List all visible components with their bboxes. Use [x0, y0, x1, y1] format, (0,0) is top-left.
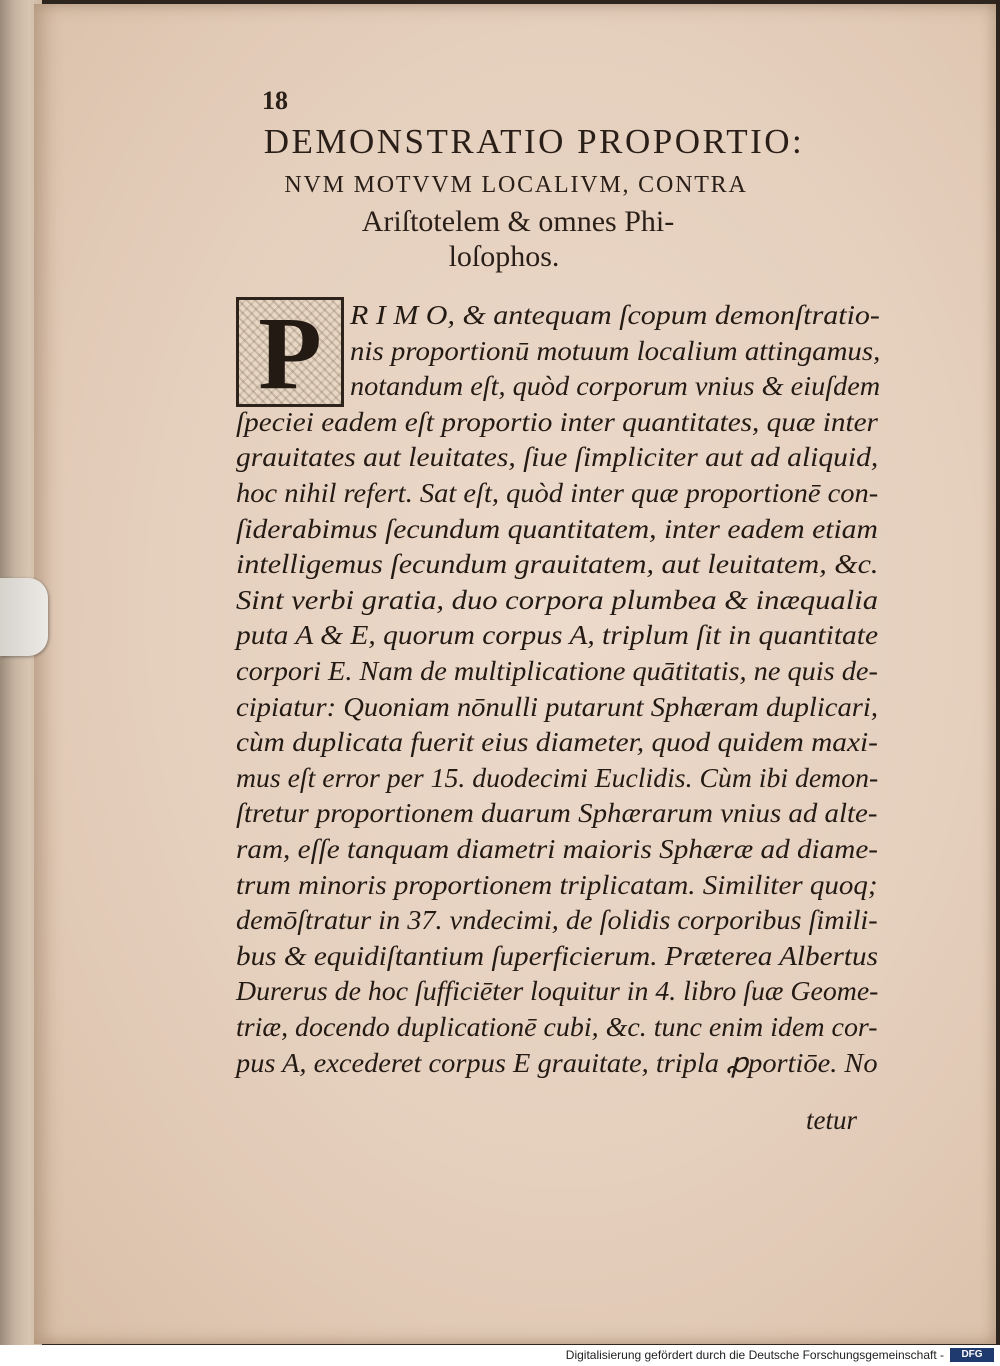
heading-line-4: loſophos.: [448, 240, 560, 273]
decorated-initial: [236, 296, 344, 411]
text-line: ram, eſſe tanquam diametri maioris Sphæræ ad diame-: [236, 834, 878, 864]
text-line: Sint verbi gratia, duo corpora plumbea & inæqualia: [236, 584, 878, 615]
text-line: triæ, docendo duplicationē cubi, &c. tunc enim idem cor-: [236, 1012, 878, 1042]
heading-line-3: Ariſtotelem & omnes Phi-: [361, 205, 675, 238]
text-line: trum minoris proportionem triplicatam. Similiter quoq;: [236, 869, 878, 900]
text-line: grauitates aut leuitates, ſiue ſimpliciter aut ad aliquid,: [236, 442, 879, 473]
catchword: tetur: [806, 1105, 857, 1135]
initial-letter: P: [258, 296, 322, 411]
text-line: ſtretur proportionem duarum Sphærarum vnius ad alte-: [236, 798, 878, 829]
text-line: ſpeciei eadem eſt proportio inter quantitates, quæ inter: [236, 406, 878, 437]
text-line: hoc nihil refert. Sat eſt, quòd inter quæ proportionē con-: [236, 478, 879, 508]
text-line: ſiderabimus ſecundum quantitatem, inter eadem etiam: [236, 513, 878, 544]
dfg-logo-icon: DFG: [950, 1348, 994, 1362]
text-line: R I M O, & antequam ſcopum demonſtratio-: [350, 300, 880, 330]
text-line: cipiatur: Quoniam nōnulli putarunt Sphæram duplicari,: [236, 691, 879, 722]
text-line: notandum eſt, quòd corporum vnius & eiuſdem: [350, 371, 881, 402]
text-line: Durerus de hoc ſufficiēter loquitur in 4. libro ſuæ Geome-: [236, 976, 879, 1007]
text-line: bus & equidiſtantium ſuperficierum. Præterea Albertus: [236, 940, 878, 971]
text-line: intelligemus ſecundum grauitatem, aut leuitatem, &c.: [236, 549, 879, 580]
footer-credit-text: Digitalisierung gefördert durch die Deutsche Forschungsgemeinschaft -: [565, 1348, 944, 1362]
heading-line-1: DEMONSTRATIO PROPORTIO:: [263, 122, 805, 161]
text-line: mus eſt error per 15. duodecimi Euclidis. Cùm ibi demon-: [236, 762, 879, 793]
text-line: puta A & E, quorum corpus A, triplum ſit in quantitate: [236, 620, 879, 651]
text-line: corpori E. Nam de multiplicatione quātitatis, ne quis de-: [236, 656, 878, 686]
text-line: demōſtratur in 37. vndecimi, de ſolidis corporibus ſimili-: [236, 905, 878, 936]
text-line: nis proportionū motuum localium attingamus,: [350, 335, 881, 366]
heading-line-2: NVM MOTVVM LOCALIVM, CONTRA: [284, 172, 748, 198]
page-number: 18: [262, 86, 288, 115]
page-tab-marker: [0, 578, 48, 656]
text-line: cùm duplicata fuerit eius diameter, quod quidem maxi-: [236, 727, 878, 758]
footer-bar: [0, 1345, 1000, 1366]
text-line: pus A, excederet corpus E grauitate, tripla ꝓportiōe. No: [236, 1047, 878, 1078]
